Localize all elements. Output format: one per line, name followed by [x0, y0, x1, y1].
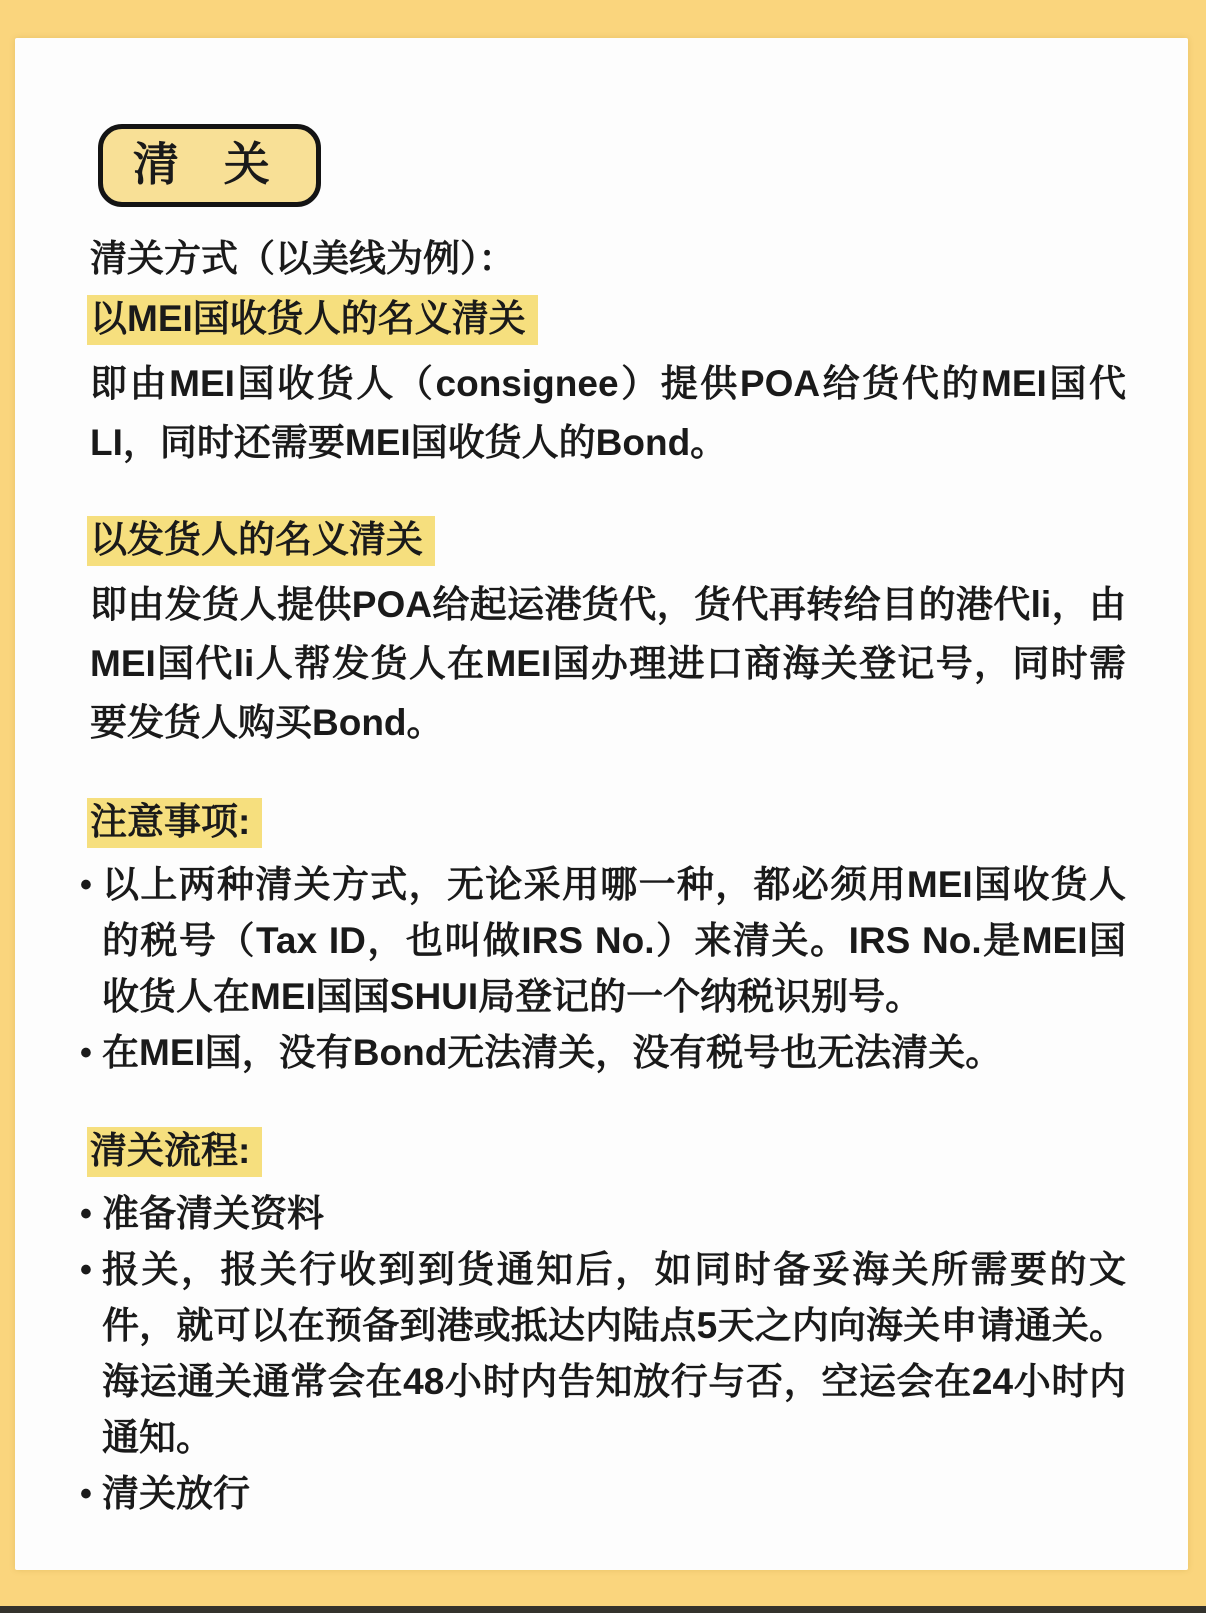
bullet-icon: •: [80, 865, 92, 904]
list-item: [80, 1186, 1126, 1242]
bullet-text: 报关，报关行收到到货通知后，如同时备妥海关所需要的文件，就可以在预备到港或抵达内陆点5天之内向海关申请通关。海运通关通常会在48小时内告知放行与否，空运会在24小时内通知。: [102, 1248, 1126, 1458]
notes-bullet-list: [80, 857, 1126, 1081]
list-item: [80, 1466, 1126, 1522]
bullet-icon: •: [80, 1194, 92, 1233]
bullet-text: 在MEI国，没有Bond无法清关，没有税号也无法清关。: [102, 1031, 1003, 1073]
bullet-text: 清关放行: [102, 1472, 250, 1514]
process-bullet-list: [80, 1186, 1126, 1522]
section-clearance-process: [80, 1081, 1126, 1522]
bottom-dark-strip: [0, 1606, 1206, 1613]
page-title: 清 关: [133, 138, 286, 190]
bullet-text: 以上两种清关方式，无论采用哪一种，都必须用MEI国收货人的税号（Tax ID，也叫做IRS No.）来清关。IRS No.是MEI国收货人在MEI国国SHUI局登记的一个纳税识别号。: [102, 863, 1126, 1017]
section-heading-highlight: 清关流程:: [87, 1127, 262, 1177]
bullet-icon: •: [80, 1474, 92, 1513]
list-item: [80, 1025, 1126, 1081]
intro-line: 清关方式（以美线为例）：: [90, 237, 516, 279]
bullet-icon: •: [80, 1033, 92, 1072]
section-heading-highlight: 以发货人的名义清关: [87, 516, 435, 566]
bullet-icon: •: [80, 1250, 92, 1289]
section-shipper-clearance: [90, 472, 1126, 752]
section-heading-highlight: 注意事项:: [87, 798, 262, 848]
list-item: [80, 857, 1126, 1025]
title-badge: [98, 124, 321, 207]
section-body: 即由发货人提供POA给起运港货代，货代再转给目的港代li，由MEI国代li人帮发货人在MEI国办理进口商海关登记号，同时需要发货人购买Bond。: [90, 583, 1126, 743]
content-card: [15, 38, 1188, 1570]
list-item: [80, 1242, 1126, 1466]
bullet-text: 准备清关资料: [102, 1192, 324, 1234]
section-notes: [80, 752, 1126, 1081]
section-heading-highlight: 以MEI国收货人的名义清关: [87, 295, 538, 345]
section-body: 即由MEI国收货人（consignee）提供POA给货代的MEI国代LI，同时还需要MEI国收货人的Bond。: [90, 362, 1126, 463]
section-consignee-clearance: [90, 282, 1126, 472]
